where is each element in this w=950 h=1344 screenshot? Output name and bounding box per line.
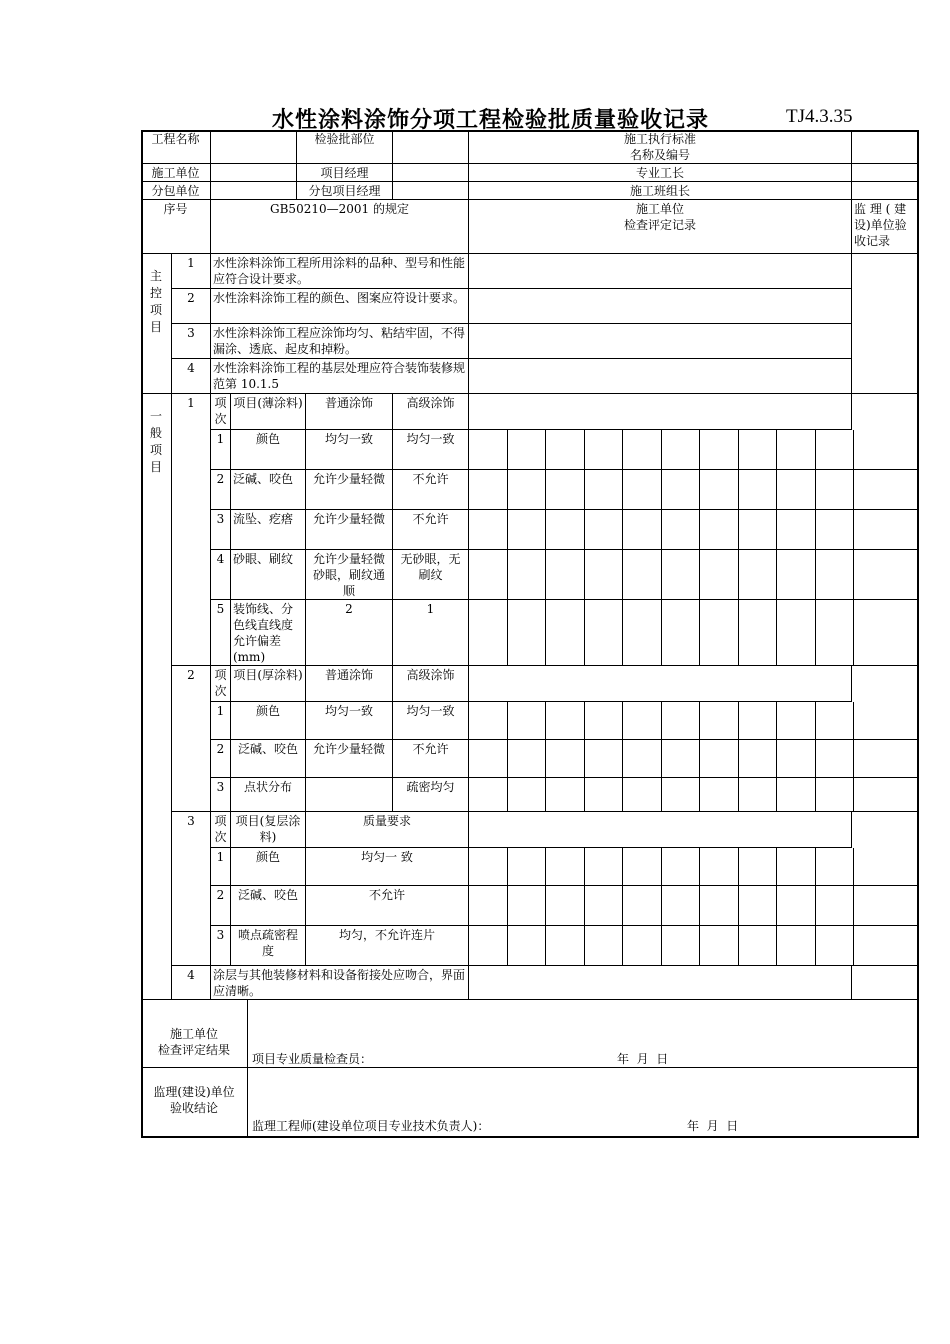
check-grid-cell[interactable] <box>739 926 778 966</box>
check-grid-cell[interactable] <box>585 926 624 966</box>
check-grid-cell[interactable] <box>816 848 855 886</box>
row-item: 颜色 <box>231 702 306 740</box>
check-grid-cell[interactable] <box>777 740 816 778</box>
value-construction-unit[interactable] <box>211 164 297 182</box>
col-advanced-header: 高级涂饰 <box>393 666 469 702</box>
check-grid-cell[interactable] <box>585 886 624 926</box>
label-seq: 序号 <box>141 200 211 254</box>
check-grid-cell[interactable] <box>585 740 624 778</box>
value-project-manager[interactable] <box>393 164 469 182</box>
supervision-cell[interactable] <box>852 510 919 550</box>
col-item-header: 项目(薄涂料) <box>231 394 306 430</box>
row-advanced-req: 疏密均匀 <box>393 778 469 812</box>
value-team-leader[interactable] <box>852 182 919 200</box>
row-item: 喷点疏密程度 <box>231 926 306 966</box>
row-idx: 2 <box>211 470 231 510</box>
row-item: 泛碱、咬色 <box>231 886 306 926</box>
check-grid-cell[interactable] <box>546 702 585 740</box>
check-grid-cell[interactable] <box>777 470 816 510</box>
row-normal-req <box>306 778 393 812</box>
group-head-blank <box>469 394 852 430</box>
inspector-label: 项目专业质量检查员： <box>252 1052 373 1066</box>
check-grid-cell[interactable] <box>546 430 585 470</box>
check-grid-cell[interactable] <box>546 550 585 600</box>
general-item-check[interactable] <box>469 966 852 1000</box>
check-grid-cell[interactable] <box>546 740 585 778</box>
check-grid-cell[interactable] <box>623 778 662 812</box>
check-grid-cell[interactable] <box>739 430 778 470</box>
check-grid-cell[interactable] <box>508 550 547 600</box>
check-grid-cell[interactable] <box>777 702 816 740</box>
row-normal-req: 均匀一致 <box>306 702 393 740</box>
check-grid-cell[interactable] <box>700 778 739 812</box>
value-subcontract-unit[interactable] <box>211 182 297 200</box>
check-grid-cell[interactable] <box>777 600 816 666</box>
general-item-text: 涂层与其他装修材料和设备衔接处应吻合，界面应清晰。 <box>211 966 469 1000</box>
check-grid-cell[interactable] <box>739 550 778 600</box>
main-item-no: 4 <box>172 359 211 394</box>
check-grid-cell[interactable] <box>700 430 739 470</box>
check-grid-cell[interactable] <box>508 848 547 886</box>
main-supervision-cell[interactable] <box>852 254 919 394</box>
check-grid-cell[interactable] <box>469 600 508 666</box>
value-batch-location[interactable] <box>393 130 469 164</box>
check-grid-cell[interactable] <box>700 886 739 926</box>
value-foreman[interactable] <box>852 164 919 182</box>
check-grid-cell[interactable] <box>662 430 701 470</box>
row-item: 装饰线、分色线直线度允许偏差(mm) <box>231 600 306 666</box>
main-item-no: 1 <box>172 254 211 289</box>
col-normal-header: 普通涂饰 <box>306 394 393 430</box>
check-grid-cell[interactable] <box>623 702 662 740</box>
check-grid-cell[interactable] <box>739 600 778 666</box>
engineer-label: 监理工程师(建设单位项目专业技术负责人)： <box>252 1119 490 1133</box>
check-grid-cell[interactable] <box>816 886 855 926</box>
row-normal-req: 允许少量轻微 <box>306 470 393 510</box>
main-item-check[interactable] <box>469 289 852 324</box>
supervision-cell[interactable] <box>852 926 919 966</box>
check-grid-cell[interactable] <box>777 886 816 926</box>
row-idx: 3 <box>211 926 231 966</box>
label-supervision-record: 监 理 ( 建 设)单位验收记录 <box>852 200 919 254</box>
label-spec: GB50210—2001 的规定 <box>211 200 469 254</box>
check-grid-cell[interactable] <box>623 510 662 550</box>
check-grid-cell[interactable] <box>546 886 585 926</box>
check-grid-cell[interactable] <box>700 470 739 510</box>
row-item: 点状分布 <box>231 778 306 812</box>
supervision-cell[interactable] <box>852 886 919 926</box>
check-grid-cell[interactable] <box>777 550 816 600</box>
check-grid-cell[interactable] <box>816 550 855 600</box>
check-grid-cell[interactable] <box>777 848 816 886</box>
supervision-cell[interactable] <box>852 702 919 740</box>
check-grid-cell[interactable] <box>469 740 508 778</box>
row-advanced-req: 不允许 <box>393 510 469 550</box>
col-item-header: 项目(厚涂料) <box>231 666 306 702</box>
check-grid-cell[interactable] <box>739 778 778 812</box>
supervision-cell[interactable] <box>852 550 919 600</box>
row-advanced-req: 均匀一致 <box>393 430 469 470</box>
page-title: 水性涂料涂饰分项工程检验批质量验收记录 <box>272 107 710 133</box>
row-idx: 1 <box>211 848 231 886</box>
main-item-check[interactable] <box>469 324 852 359</box>
check-grid-cell[interactable] <box>739 702 778 740</box>
check-grid-cell[interactable] <box>546 778 585 812</box>
row-idx: 2 <box>211 740 231 778</box>
row-quality-req: 均匀，不允许连片 <box>306 926 469 966</box>
check-grid-cell[interactable] <box>508 430 547 470</box>
col-idx-header: 项次 <box>211 394 231 430</box>
check-grid-cell[interactable] <box>469 886 508 926</box>
row-idx: 4 <box>211 550 231 600</box>
row-advanced-req: 1 <box>393 600 469 666</box>
general-items-label: 一 般 项 目 <box>141 394 172 1000</box>
col-item-header: 项目(复层涂料) <box>231 812 306 848</box>
label-standard: 施工执行标准 名称及编号 <box>469 130 852 164</box>
check-grid-cell[interactable] <box>623 600 662 666</box>
row-item: 颜色 <box>231 848 306 886</box>
row-idx: 3 <box>211 778 231 812</box>
check-grid-cell[interactable] <box>662 926 701 966</box>
general-group-no: 2 <box>172 666 211 812</box>
row-idx: 3 <box>211 510 231 550</box>
check-grid-cell[interactable] <box>469 848 508 886</box>
label-foreman: 专业工长 <box>469 164 852 182</box>
main-item-no: 3 <box>172 324 211 359</box>
check-grid-cell[interactable] <box>469 430 508 470</box>
check-grid-cell[interactable] <box>469 470 508 510</box>
row-advanced-req: 不允许 <box>393 740 469 778</box>
row-item: 泛碱、咬色 <box>231 470 306 510</box>
check-grid-cell[interactable] <box>816 926 855 966</box>
check-grid-cell[interactable] <box>469 550 508 600</box>
supervision-cell[interactable] <box>852 430 919 470</box>
col-quality-header: 质量要求 <box>306 812 469 848</box>
check-grid-cell[interactable] <box>700 848 739 886</box>
check-grid-cell[interactable] <box>739 740 778 778</box>
check-grid-cell[interactable] <box>662 740 701 778</box>
label-check-record: 施工单位 检查评定记录 <box>469 200 852 254</box>
value-standard[interactable] <box>852 130 919 164</box>
check-grid-cell[interactable] <box>546 510 585 550</box>
label-project-name: 工程名称 <box>141 130 211 164</box>
check-grid-cell[interactable] <box>585 550 624 600</box>
col-idx-header: 项次 <box>211 666 231 702</box>
check-grid-cell[interactable] <box>546 848 585 886</box>
label-subcontract-unit: 分包单位 <box>141 182 211 200</box>
check-grid-cell[interactable] <box>662 886 701 926</box>
check-grid-cell[interactable] <box>508 740 547 778</box>
row-quality-req: 不允许 <box>306 886 469 926</box>
row-idx: 5 <box>211 600 231 666</box>
form-code: TJ4.3.35 <box>786 106 853 127</box>
check-grid-cell[interactable] <box>469 778 508 812</box>
check-grid-cell[interactable] <box>585 600 624 666</box>
check-grid-cell[interactable] <box>585 848 624 886</box>
check-grid-cell[interactable] <box>623 550 662 600</box>
supervision-cell[interactable] <box>852 740 919 778</box>
check-grid-cell[interactable] <box>469 510 508 550</box>
row-idx: 1 <box>211 702 231 740</box>
main-item-no: 2 <box>172 289 211 324</box>
main-control-label: 主 控 项 目 <box>141 254 172 394</box>
col-advanced-header: 高级涂饰 <box>393 394 469 430</box>
general-group-no: 1 <box>172 394 211 666</box>
check-grid-cell[interactable] <box>585 778 624 812</box>
label-project-manager: 项目经理 <box>297 164 393 182</box>
check-grid-cell[interactable] <box>739 510 778 550</box>
label-sub-manager: 分包项目经理 <box>297 182 393 200</box>
check-grid-cell[interactable] <box>508 600 547 666</box>
main-item-text: 水性涂料涂饰工程应涂饰均匀、粘结牢固，不得漏涂、透底、起皮和掉粉。 <box>211 324 469 359</box>
check-grid-cell[interactable] <box>508 510 547 550</box>
check-grid-cell[interactable] <box>700 510 739 550</box>
check-grid-cell[interactable] <box>623 470 662 510</box>
check-grid-cell[interactable] <box>469 926 508 966</box>
supervision-cell[interactable] <box>852 778 919 812</box>
check-grid-cell[interactable] <box>546 926 585 966</box>
check-grid-cell[interactable] <box>816 600 855 666</box>
check-grid-cell[interactable] <box>623 430 662 470</box>
check-grid-cell[interactable] <box>585 702 624 740</box>
row-quality-req: 均匀一 致 <box>306 848 469 886</box>
check-grid-cell[interactable] <box>700 740 739 778</box>
main-item-text: 水性涂料涂饰工程的颜色、图案应符设计要求。 <box>211 289 469 324</box>
group-head-blank <box>469 666 852 702</box>
check-grid-cell[interactable] <box>546 600 585 666</box>
check-grid-cell[interactable] <box>508 702 547 740</box>
value-sub-manager[interactable] <box>393 182 469 200</box>
row-idx: 1 <box>211 430 231 470</box>
date-label: 年 月 日 <box>617 1052 669 1066</box>
check-grid-cell[interactable] <box>662 600 701 666</box>
main-item-text: 水性涂料涂饰工程所用涂料的品种、型号和性能应符合设计要求。 <box>211 254 469 289</box>
check-grid-cell[interactable] <box>739 848 778 886</box>
check-grid-cell[interactable] <box>816 778 855 812</box>
row-idx: 2 <box>211 886 231 926</box>
check-grid-cell[interactable] <box>777 510 816 550</box>
row-item: 颜色 <box>231 430 306 470</box>
date-label: 年 月 日 <box>687 1119 739 1133</box>
check-grid-cell[interactable] <box>662 470 701 510</box>
check-grid-cell[interactable] <box>816 470 855 510</box>
row-item: 砂眼、刷纹 <box>231 550 306 600</box>
check-grid-cell[interactable] <box>739 470 778 510</box>
label-team-leader: 施工班组长 <box>469 182 852 200</box>
row-normal-req: 允许少量轻微 <box>306 740 393 778</box>
supervision-cell[interactable] <box>852 848 919 886</box>
main-item-text: 水性涂料涂饰工程的基层处理应符合装饰装修规范第 10.1.5 <box>211 359 469 394</box>
check-grid-cell[interactable] <box>623 740 662 778</box>
check-grid-cell[interactable] <box>777 778 816 812</box>
check-grid-cell[interactable] <box>585 510 624 550</box>
group-head-blank <box>469 812 852 848</box>
row-item: 泛碱、咬色 <box>231 740 306 778</box>
row-advanced-req: 均匀一致 <box>393 702 469 740</box>
label-check-result: 施工单位 检查评定结果 <box>141 1000 248 1068</box>
label-acceptance-conclusion: 监理(建设)单位 验收结论 <box>141 1068 248 1138</box>
col-normal-header: 普通涂饰 <box>306 666 393 702</box>
check-grid-cell[interactable] <box>662 510 701 550</box>
check-grid-cell[interactable] <box>508 886 547 926</box>
check-grid-cell[interactable] <box>700 600 739 666</box>
value-project-name[interactable] <box>211 130 297 164</box>
check-grid-cell[interactable] <box>816 740 855 778</box>
row-item: 流坠、疙瘩 <box>231 510 306 550</box>
check-grid-cell[interactable] <box>816 430 855 470</box>
check-grid-cell[interactable] <box>623 886 662 926</box>
general-group-no: 4 <box>172 966 211 1000</box>
general-group-no: 3 <box>172 812 211 966</box>
row-normal-req: 允许少量轻微砂眼，刷纹通顺 <box>306 550 393 600</box>
check-grid-cell[interactable] <box>777 926 816 966</box>
check-grid-cell[interactable] <box>700 702 739 740</box>
main-item-check[interactable] <box>469 359 852 394</box>
label-construction-unit: 施工单位 <box>141 164 211 182</box>
check-grid-cell[interactable] <box>662 778 701 812</box>
supervision-cell[interactable] <box>852 600 919 666</box>
check-grid-cell[interactable] <box>816 702 855 740</box>
check-grid-cell[interactable] <box>508 926 547 966</box>
check-grid-cell[interactable] <box>700 550 739 600</box>
check-grid-cell[interactable] <box>508 778 547 812</box>
row-normal-req: 2 <box>306 600 393 666</box>
check-grid-cell[interactable] <box>777 430 816 470</box>
check-grid-cell[interactable] <box>469 702 508 740</box>
check-grid-cell[interactable] <box>662 848 701 886</box>
check-grid-cell[interactable] <box>662 550 701 600</box>
check-grid-cell[interactable] <box>700 926 739 966</box>
check-grid-cell[interactable] <box>546 470 585 510</box>
check-grid-cell[interactable] <box>623 926 662 966</box>
col-idx-header: 项次 <box>211 812 231 848</box>
row-advanced-req: 不允许 <box>393 470 469 510</box>
check-grid-cell[interactable] <box>623 848 662 886</box>
main-item-check[interactable] <box>469 254 852 289</box>
check-grid-cell[interactable] <box>508 470 547 510</box>
check-grid-cell[interactable] <box>662 702 701 740</box>
check-grid-cell[interactable] <box>585 430 624 470</box>
check-grid-cell[interactable] <box>816 510 855 550</box>
label-batch-location: 检验批部位 <box>297 130 393 164</box>
check-grid-cell[interactable] <box>585 470 624 510</box>
row-normal-req: 允许少量轻微 <box>306 510 393 550</box>
row-advanced-req: 无砂眼，无刷纹 <box>393 550 469 600</box>
row-normal-req: 均匀一致 <box>306 430 393 470</box>
check-grid-cell[interactable] <box>739 886 778 926</box>
supervision-cell[interactable] <box>852 470 919 510</box>
